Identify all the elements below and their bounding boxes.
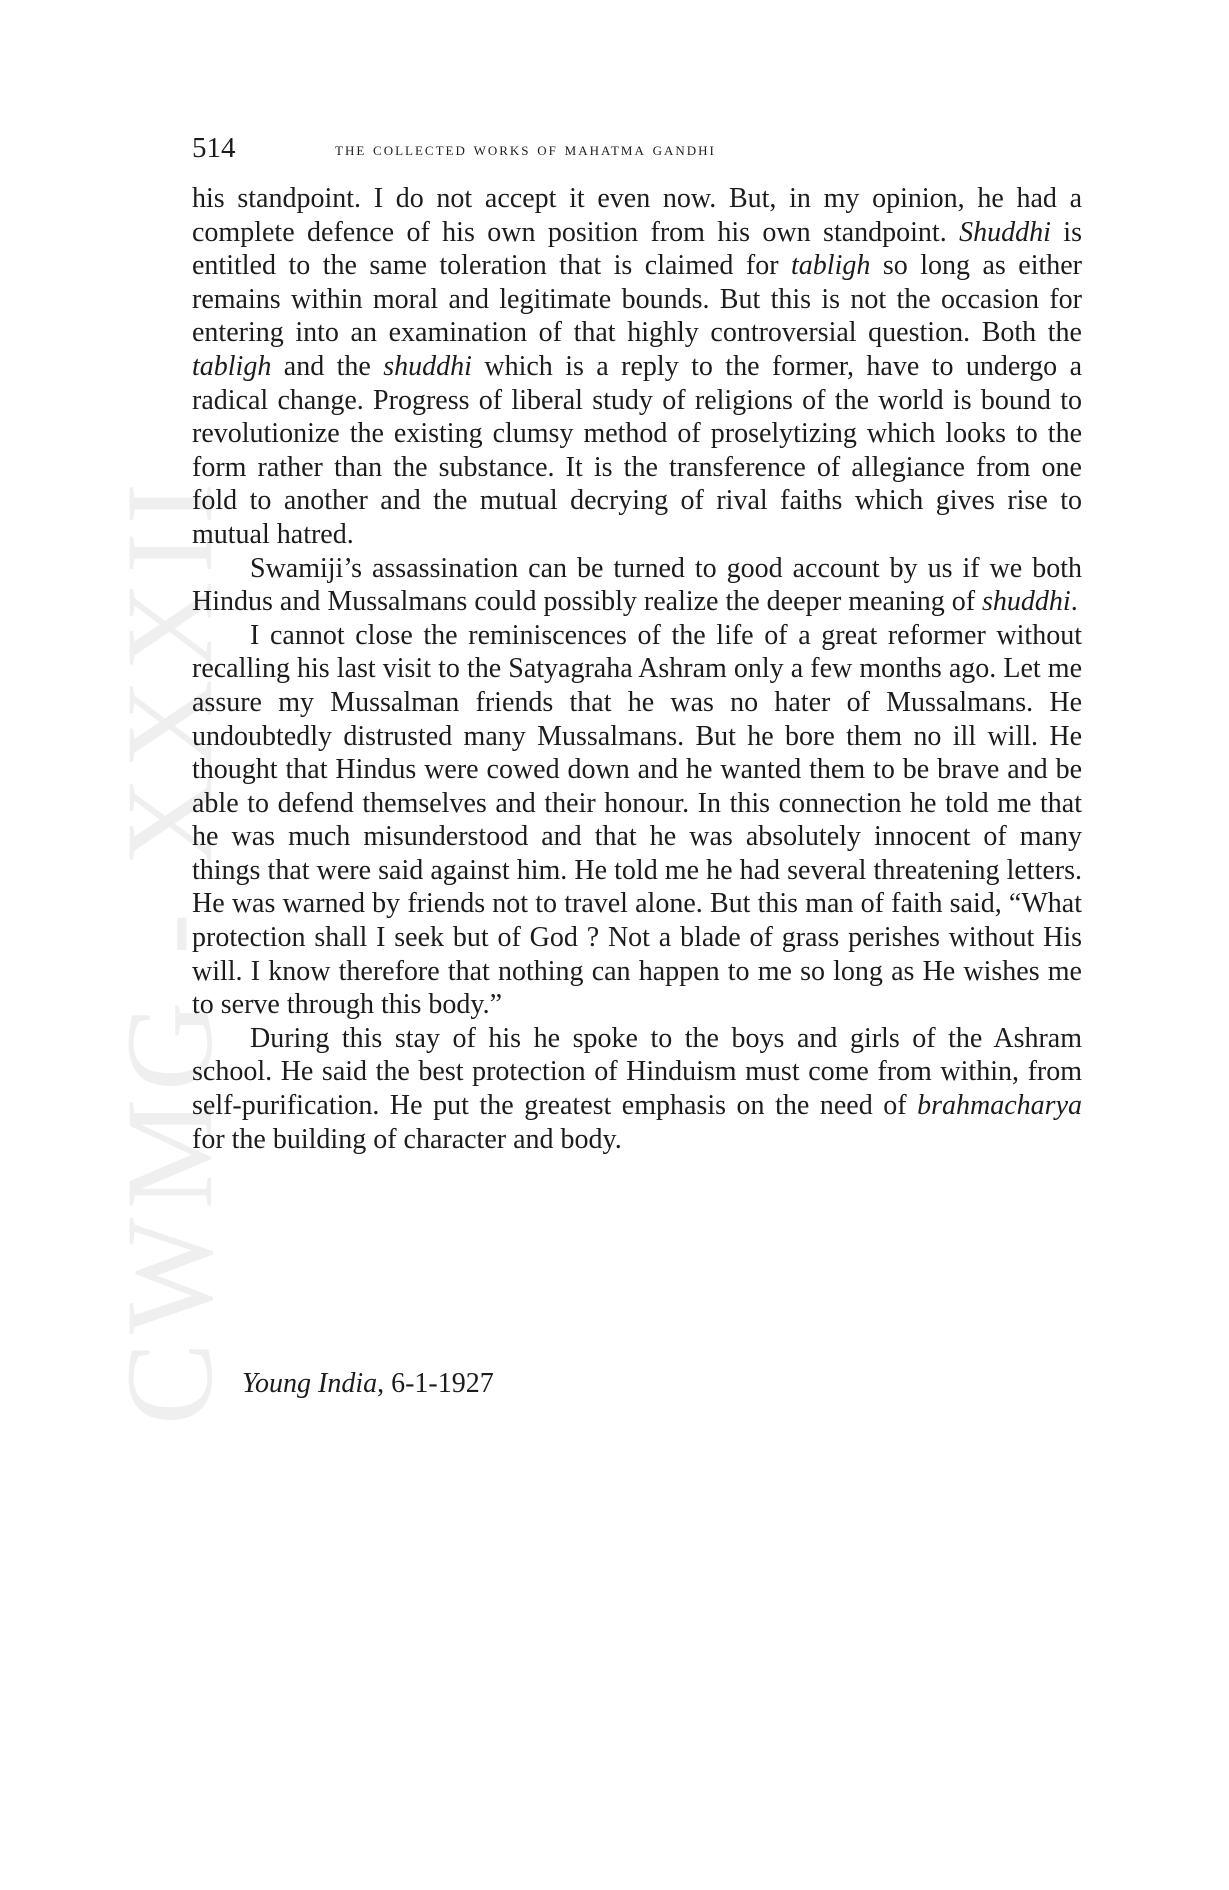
paragraph-3 (192, 619, 1082, 1022)
paragraph-4-text-2: for the building of character and body. (192, 1123, 622, 1155)
watermark-text: CWMG - XXXII (101, 474, 238, 1426)
source-citation (242, 1367, 494, 1401)
term-tabligh-2: tabligh (192, 350, 272, 382)
paragraph-1-text-5: which is a reply to the former, have to undergo a radical change. Progress of liberal study of religions of the world is bound to revolutionize the existing clumsy method of proselytizing which looks to the form rather than the substance. It is the transference of allegiance from one fold to another and the mutual decrying of rival faiths which gives rise to mutual hatred. (192, 350, 1082, 550)
paragraph-2-text-1: Swamiji’s assassination can be turned to good account by us if we both Hindus and Mussalmans could possibly realize the deeper meaning of (192, 552, 1082, 618)
page-number: 514 (192, 132, 236, 164)
paragraph-1 (192, 182, 1082, 552)
paragraph-1-text-1: his standpoint. I do not accept it even now. But, in my opinion, he had a complete defence of his own position from his own standpoint. (192, 183, 1082, 248)
paragraph-3-text-1: I cannot close the reminiscences of the life of a great reformer without recalling his last visit to the Satyagraha Ashram only a few months ago. Let me assure my Mussalman friends that he was no hater of Mussalmans. He undoubtedly distrusted many Mussalmans. But he bore them no ill will. He thought that Hindus were cowed down and he wanted them to be brave and be able to defend themselves and their honour. In this connection he told me that he was much misunderstood and that he was absolutely innocent of many things that were said against him. He told me he had several threatening letters. He was warned by friends not to travel alone. But this man of faith said, “What protection shall I seek but of God ? Not a blade of grass perishes without His will. I know therefore that nothing can happen to me so long as He wishes me to serve through this body.” (192, 619, 1082, 1021)
term-brahmacharya: brahmacharya (917, 1090, 1082, 1122)
term-shuddhi-3: shuddhi (982, 586, 1071, 618)
paragraph-1-text-4: and the (271, 350, 384, 382)
paragraph-1-text-3: so long as either remains within moral and legitimate bounds. But this is not the occasion for entering into an examination of that highly controversial question. Both the (192, 250, 1083, 349)
term-shuddhi-2: shuddhi (383, 350, 472, 382)
page-header (192, 128, 1082, 168)
paragraph-2 (192, 552, 1082, 619)
paragraph-4 (192, 1022, 1082, 1156)
paragraph-1-text-2: is entitled to the same toleration that is claimed for (192, 216, 1082, 282)
running-head: the collected works of mahatma gandhi (335, 139, 716, 160)
citation-source: Young India (242, 1368, 378, 1399)
term-tabligh: tabligh (791, 250, 871, 282)
paragraph-4-text-1: During this stay of his he spoke to the boys and girls of the Ashram school. He said the best protection of Hinduism must come from within, from self-purification. He put the greatest emphasis on the need of (192, 1022, 1082, 1122)
citation-date: , 6-1-1927 (377, 1368, 494, 1399)
term-shuddhi: Shuddhi (959, 216, 1051, 248)
body-text (192, 182, 1082, 1156)
paragraph-2-text-2: . (1070, 586, 1078, 618)
